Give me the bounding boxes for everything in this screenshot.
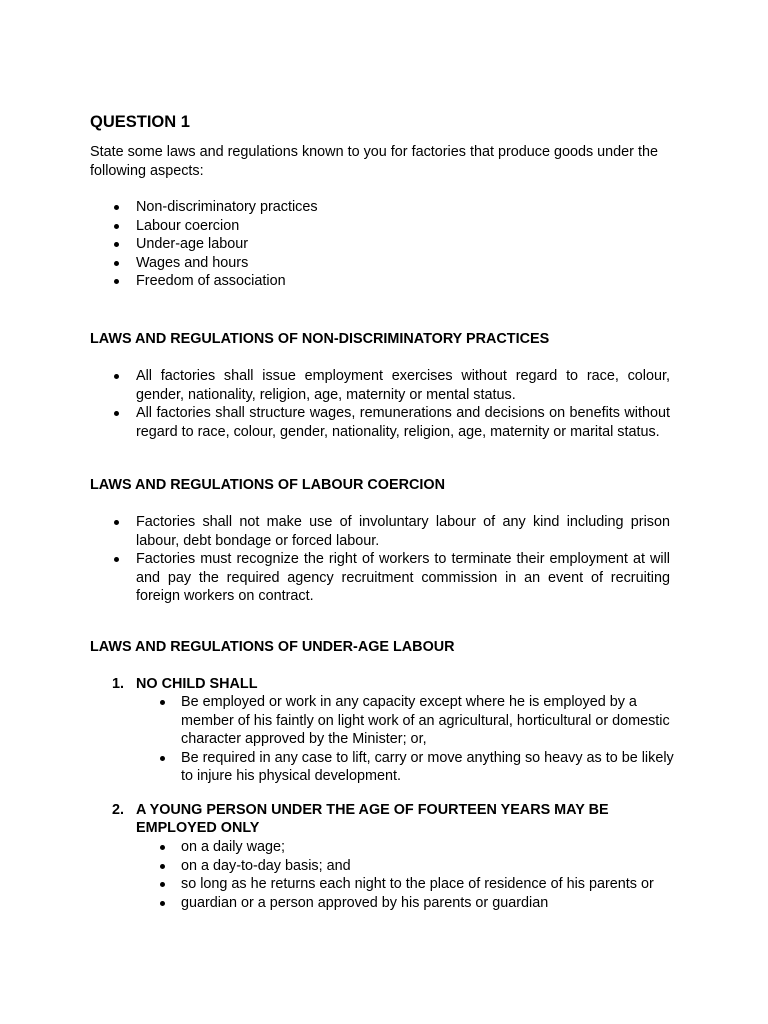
question-intro: State some laws and regulations known to you for factories that produce goods under the following aspects:	[90, 144, 658, 179]
section-heading-under-age: LAWS AND REGULATIONS OF UNDER-AGE LABOUR	[90, 639, 455, 655]
bullet-icon	[160, 901, 165, 906]
list-item: so long as he returns each night to the place of residence of his parents or	[136, 875, 676, 894]
bullet-icon	[160, 845, 165, 850]
list-item: Be required in any case to lift, carry or move anything so heavy as to be likely to injure his physical development.	[136, 749, 676, 786]
bullet-icon	[114, 261, 119, 266]
list-item: All factories shall issue employment exercises without regard to race, colour, gender, nationality, religion, age, maternity or mental status.	[90, 367, 670, 404]
section-heading-labour-coercion: LAWS AND REGULATIONS OF LABOUR COERCION	[90, 477, 445, 493]
young-person-list	[136, 838, 676, 912]
list-item: on a daily wage;	[136, 838, 676, 857]
list-item: Factories must recognize the right of workers to terminate their employment at will and pay the required agency recruitment commission in an event of recruiting foreign workers on contract.	[90, 550, 670, 606]
list-item: Factories shall not make use of involuntary labour of any kind including prison labour, debt bondage or forced labour.	[90, 513, 670, 550]
list-item: Be employed or work in any capacity except where he is employed by a member of his faintly on light work of an agricultural, horticultural or domestic character approved by the Minister; or,	[136, 693, 676, 749]
list-item: Freedom of association	[90, 272, 318, 291]
bullet-icon	[114, 520, 119, 525]
bullet-icon	[160, 700, 165, 705]
list-item: Labour coercion	[90, 217, 318, 236]
list-number: 2.	[112, 802, 125, 818]
numbered-heading	[112, 801, 656, 837]
bullet-icon	[114, 205, 119, 210]
question-title: QUESTION 1	[90, 113, 190, 131]
list-item: Under-age labour	[90, 235, 318, 254]
aspects-list	[90, 198, 318, 291]
bullet-icon	[160, 756, 165, 761]
list-item: on a day-to-day basis; and	[136, 857, 676, 876]
bullet-icon	[114, 242, 119, 247]
bullet-icon	[114, 411, 119, 416]
bullet-icon	[160, 864, 165, 869]
bullet-icon	[114, 557, 119, 562]
list-item: All factories shall structure wages, remunerations and decisions on benefits without regard to race, colour, gender, nationality, religion, age, maternity or marital status.	[90, 404, 670, 441]
list-number: 1.	[112, 676, 125, 692]
bullet-icon	[114, 374, 119, 379]
no-child-list	[136, 693, 676, 786]
list-item: Non-discriminatory practices	[90, 198, 318, 217]
numbered-heading-text: A YOUNG PERSON UNDER THE AGE OF FOURTEEN YEARS MAY BE EMPLOYED ONLY	[136, 802, 609, 836]
labour-coercion-list	[90, 513, 670, 606]
list-item: Wages and hours	[90, 254, 318, 273]
numbered-heading	[112, 675, 656, 693]
section-heading-non-discriminatory: LAWS AND REGULATIONS OF NON-DISCRIMINATORY PRACTICES	[90, 331, 550, 347]
non-discriminatory-list	[90, 367, 670, 441]
bullet-icon	[114, 224, 119, 229]
bullet-icon	[114, 279, 119, 284]
numbered-heading-text: NO CHILD SHALL	[136, 676, 258, 692]
list-item: guardian or a person approved by his parents or guardian	[136, 894, 676, 913]
bullet-icon	[160, 882, 165, 887]
